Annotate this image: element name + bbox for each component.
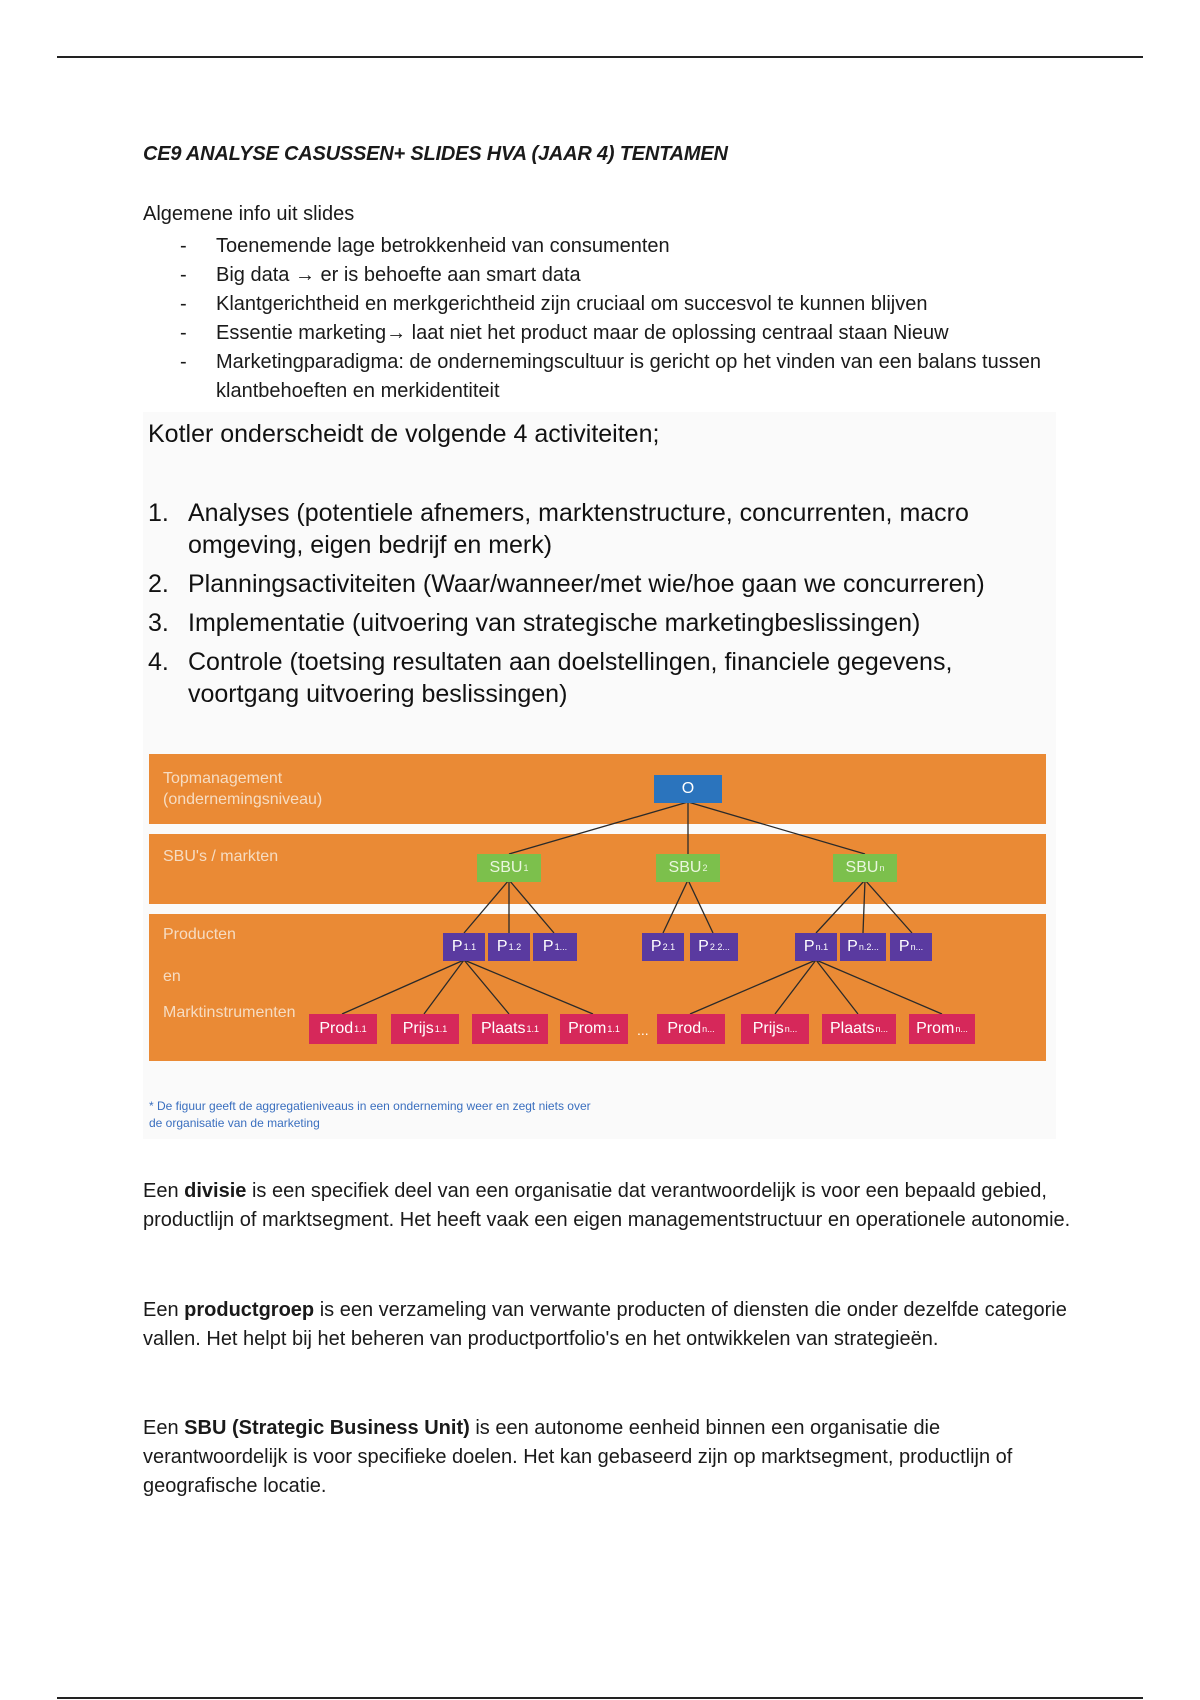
instrument-node [309, 1014, 377, 1044]
node-sub: n... [910, 942, 924, 952]
node-sub: 1 [523, 863, 529, 873]
bullet-list [180, 232, 1060, 406]
node-sub: n.2... [858, 942, 879, 952]
node-sub: n.1 [815, 942, 829, 952]
footer-rule [57, 1697, 1143, 1699]
instrument-node [822, 1014, 896, 1044]
paragraph-divisie [143, 1177, 1083, 1235]
list-item [180, 261, 1060, 290]
node-label: Prijs [402, 1020, 434, 1037]
node-sub: 1.1 [354, 1024, 367, 1034]
instrument-node [741, 1014, 809, 1044]
node-sub: 2 [702, 863, 708, 873]
node-sub: n... [955, 1024, 968, 1034]
node-label: P [496, 938, 508, 955]
list-item-text: Implementatie (uitvoering van strategische marketingbeslissingen) [188, 609, 921, 637]
product-node [890, 933, 932, 961]
node-label: SBU [489, 859, 523, 876]
sbu-node [656, 854, 720, 882]
node-label: P [451, 938, 463, 955]
paragraph-term: SBU (Strategic Business Unit) [184, 1417, 470, 1439]
node-label: P [542, 938, 554, 955]
node-label: Prod [667, 1020, 702, 1037]
top-node [654, 775, 722, 803]
list-item-text: Big data → er is behoefte aan smart data [216, 264, 581, 286]
node-sub: n... [702, 1024, 715, 1034]
sbu-node [833, 854, 897, 882]
node-sub: 1.1 [434, 1024, 448, 1034]
slide-heading: Kotler onderscheidt de volgende 4 activiteiten; [148, 420, 660, 448]
node-label: P [803, 938, 815, 955]
list-item-text: Analyses (potentiele afnemers, marktenstructure, concurrenten, macro omgeving, eigen bedrijf en merk) [188, 499, 969, 559]
node-label: Plaats [481, 1020, 526, 1037]
intro-text: Algemene info uit slides [143, 203, 355, 225]
paragraph-term: divisie [184, 1180, 247, 1202]
list-number: 4. [148, 648, 169, 676]
list-item-text: Toenemende lage betrokkenheid van consumenten [216, 235, 670, 257]
list-item [148, 497, 1048, 561]
paragraph-text: Een [143, 1180, 185, 1202]
list-item-text: Controle (toetsing resultaten aan doelstellingen, financiele gegevens, voortgang uitvoering beslissingen) [188, 648, 953, 708]
footnote-line: * De figuur geeft de aggregatieniveaus in een onderneming weer en zegt niets over [149, 1099, 591, 1113]
footnote-line: de organisatie van de marketing [149, 1116, 320, 1130]
diagram-footnote [149, 1098, 591, 1132]
node-label: Prom [568, 1020, 607, 1037]
instrument-node [560, 1014, 628, 1044]
node-label: Prom [916, 1020, 955, 1037]
slide-image [143, 412, 1056, 1139]
node-sub: 1.1 [526, 1024, 539, 1034]
list-number: 2. [148, 570, 169, 598]
bullet-marker: - [180, 322, 187, 344]
node-label: P [898, 938, 910, 955]
node-label: Prijs [752, 1020, 784, 1037]
list-item [148, 607, 1048, 639]
band-label-products: Marktinstrumenten [163, 1004, 296, 1021]
list-item-text: Klantgerichtheid en merkgerichtheid zijn cruciaal om succesvol te kunnen blijven [216, 293, 928, 315]
node-label: Plaats [830, 1020, 875, 1037]
instrument-node [909, 1014, 975, 1044]
list-number: 3. [148, 609, 169, 637]
band-label-products: en [163, 968, 181, 985]
list-item [180, 232, 1060, 261]
node-sub: n [879, 863, 885, 873]
node-label: P [698, 938, 709, 955]
band-label-line: Topmanagement [163, 770, 283, 787]
node-sub: 2.1 [662, 942, 676, 952]
node-label: SBU [845, 859, 879, 876]
aggregation-diagram [143, 742, 1056, 1139]
paragraph-text: is een verzameling van verwante producten of diensten die onder dezelfde categorie vallen. Het helpt bij het beheren van productportfolio's en het ontwikkelen van strategieën. [143, 1299, 1067, 1350]
node-sub: 2.2... [709, 942, 730, 952]
product-node [795, 933, 837, 961]
instrument-node [472, 1014, 548, 1044]
node-label: SBU [668, 859, 702, 876]
product-node [443, 933, 485, 961]
list-item [180, 348, 1060, 406]
band-label-products: Producten [163, 926, 236, 943]
paragraph-text: Een [143, 1417, 185, 1439]
header-rule [57, 56, 1143, 58]
list-item [148, 646, 1048, 710]
band-label-line: (ondernemingsniveau) [163, 791, 323, 808]
product-node [642, 933, 684, 961]
bullet-marker: - [180, 235, 187, 257]
node-label: P [650, 938, 662, 955]
list-item [148, 568, 1048, 600]
node-sub: 1.1 [463, 942, 477, 952]
product-node [533, 933, 577, 961]
ellipsis: ... [637, 1022, 649, 1038]
product-node [488, 933, 530, 961]
bullet-marker: - [180, 264, 187, 286]
paragraph-sbu [143, 1414, 1083, 1501]
node-sub: 1... [554, 942, 568, 952]
list-item-text: Essentie marketing→ laat niet het product maar de oplossing centraal staan Nieuw [216, 322, 949, 344]
sbu-node [477, 854, 541, 882]
paragraph-productgroep [143, 1296, 1083, 1354]
node-label: O [681, 780, 695, 797]
activities-list [148, 497, 1048, 717]
node-sub: 1.1 [607, 1024, 620, 1034]
list-item [180, 290, 1060, 319]
document-title: CE9 ANALYSE CASUSSEN+ SLIDES HVA (JAAR 4) TENTAMEN [143, 143, 728, 165]
paragraph-text: is een autonome eenheid binnen een organisatie die verantwoordelijk is voor specifieke doelen. Het kan gebaseerd zijn op marktsegment, productlijn of geografische locatie. [143, 1417, 1013, 1497]
node-label: P [847, 938, 858, 955]
instrument-node [657, 1014, 725, 1044]
product-node [690, 933, 738, 961]
list-item-text: Marketingparadigma: de ondernemingscultuur is gericht op het vinden van een balans tussen klantbehoeften en merkidentiteit [216, 351, 1041, 402]
product-node [840, 933, 886, 961]
list-item-text: Planningsactiviteiten (Waar/wanneer/met wie/hoe gaan we concurreren) [188, 570, 985, 598]
bullet-marker: - [180, 293, 187, 315]
list-item [180, 319, 1060, 348]
node-sub: n... [784, 1024, 798, 1034]
node-label: Prod [319, 1020, 354, 1037]
paragraph-term: productgroep [184, 1299, 315, 1321]
instrument-node [391, 1014, 459, 1044]
band-label-sbu: SBU's / markten [163, 848, 279, 865]
list-number: 1. [148, 499, 169, 527]
node-sub: 1.2 [508, 942, 522, 952]
paragraph-text: Een [143, 1299, 185, 1321]
bullet-marker: - [180, 351, 187, 373]
paragraph-text: is een specifiek deel van een organisatie dat verantwoordelijk is voor een bepaald gebied, productlijn of marktsegment. Het heeft vaak een eigen managementstructuur en operationele autonomie. [143, 1180, 1071, 1231]
node-sub: n... [875, 1024, 888, 1034]
